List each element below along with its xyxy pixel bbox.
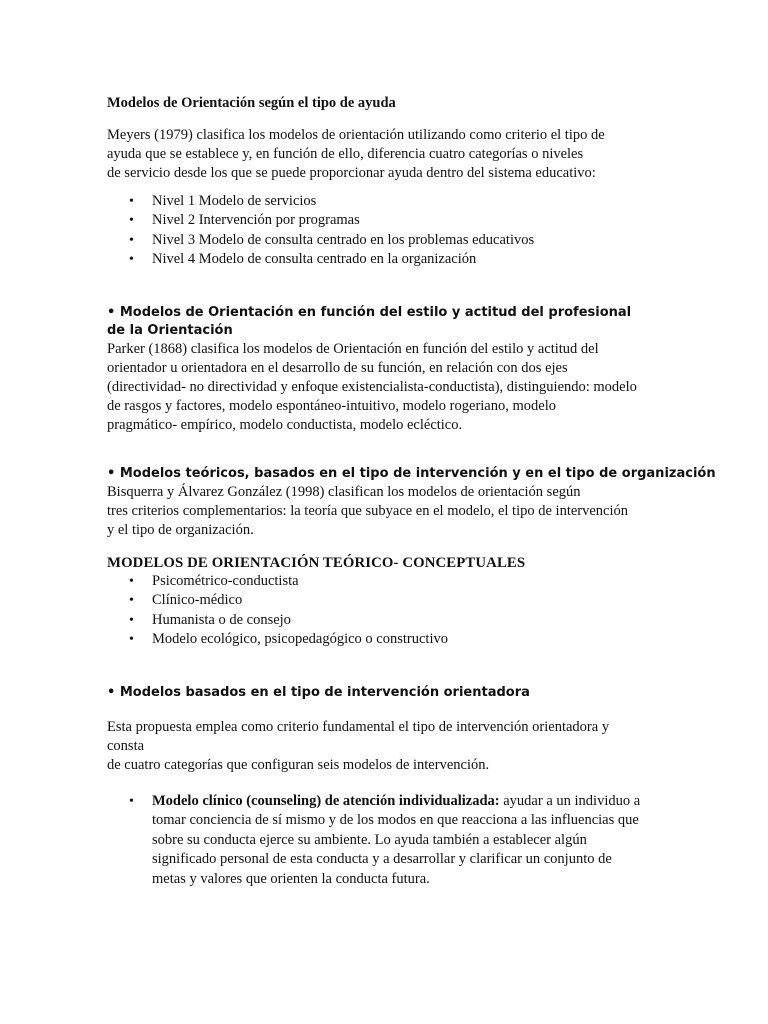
bullet-icon: • [129, 232, 134, 248]
paragraph-line: consta [107, 738, 145, 754]
paragraph-meyers [107, 126, 667, 183]
paragraph-line: de servicio desde los que se puede proporcionar ayuda dentro del sistema educativo: [107, 165, 596, 181]
niveles-list [107, 192, 667, 270]
section-heading-teorico-conceptuales: MODELOS DE ORIENTACIÓN TEÓRICO- CONCEPTUALES [107, 555, 526, 571]
bullet-icon: • [129, 252, 134, 268]
item-bold-label: Modelo clínico (counseling) de atención individualizada: [152, 793, 500, 809]
item-line: sobre su conducta ejerce su ambiente. Lo ayuda también a establecer algún [152, 831, 587, 848]
list-item: • Clínico-médico [107, 591, 667, 610]
list-item: • Nivel 1 Modelo de servicios [107, 192, 667, 211]
paragraph-parker [107, 340, 667, 435]
list-item: • Modelo clínico (counseling) de atención individualizada: ayudar a un individuo a tomar conciencia de sí mismo y de los modos en que reacciona a las influencias que sobre su conducta ejerce su ambiente. Lo ayuda también a establecer algún significado personal de esta conducta y a desarrollar y clarificar un conjunto de metas y valores que orienten la conducta futura. [107, 792, 667, 889]
item-line: metas y valores que orienten la conducta futura. [152, 870, 430, 887]
paragraph-line: orientador u orientadora en el desarrollo de su función, en relación con dos ejes [107, 360, 568, 376]
bullet-icon: • [129, 794, 134, 809]
section-title-tipo-ayuda: Modelos de Orientación según el tipo de ayuda [107, 95, 396, 111]
section-heading-modelos-teoricos: • Modelos teóricos, basados en el tipo de intervención y en el tipo de organización [107, 466, 716, 481]
list-item: • Nivel 4 Modelo de consulta centrado en la organización [107, 250, 667, 269]
modelos-teoricos-list [107, 572, 667, 650]
list-item: • Nivel 3 Modelo de consulta centrado en los problemas educativos [107, 231, 667, 250]
bullet-icon: • [129, 593, 134, 609]
list-item: • Psicométrico-conductista [107, 572, 667, 591]
heading-line: de la Orientación [107, 323, 233, 338]
list-item: • Modelo ecológico, psicopedagógico o constructivo [107, 630, 667, 649]
list-item: • Humanista o de consejo [107, 611, 667, 630]
paragraph-line: de cuatro categorías que configuran seis modelos de intervención. [107, 757, 490, 773]
bullet-icon: • [129, 194, 134, 209]
item-line: tomar conciencia de sí mismo y de los modos en que reacciona a las influencias que [152, 812, 639, 829]
paragraph-line: ayuda que se establece y, en función de ello, diferencia cuatro categorías o niveles [107, 146, 584, 162]
paragraph-line: Bisquerra y Álvarez González (1998) clasifican los modelos de orientación según [107, 484, 581, 500]
paragraph-line: de rasgos y factores, modelo espontáneo-intuitivo, modelo rogeriano, modelo [107, 398, 556, 414]
bullet-icon: • [129, 574, 134, 589]
section-heading-estilo-actitud [107, 304, 667, 340]
heading-line: • Modelos de Orientación en función del estilo y actitud del profesional [107, 305, 632, 320]
paragraph-line: Esta propuesta emplea como criterio fundamental el tipo de intervención orientadora y [107, 719, 610, 735]
paragraph-line: tres criterios complementarios: la teoría que subyace en el modelo, el tipo de intervención [107, 503, 629, 519]
list-item: • Nivel 2 Intervención por programas [107, 211, 667, 230]
section-heading-intervencion-orientadora: • Modelos basados en el tipo de intervención orientadora [107, 685, 530, 700]
bullet-icon: • [129, 612, 134, 628]
item-line: significado personal de esta conducta y a desarrollar y clarificar un conjunto de [152, 851, 612, 868]
bullet-icon: • [129, 213, 134, 229]
paragraph-line: pragmático- empírico, modelo conductista, modelo ecléctico. [107, 417, 463, 433]
paragraph-line: Meyers (1979) clasifica los modelos de orientación utilizando como criterio el tipo de [107, 127, 605, 143]
paragraph-propuesta [107, 718, 667, 775]
paragraph-line: y el tipo de organización. [107, 522, 254, 538]
modelo-clinico-list [107, 792, 667, 889]
paragraph-line: (directividad- no directividad y enfoque existencialista-conductista), distinguiendo: modelo [107, 379, 637, 395]
paragraph-line: Parker (1868) clasifica los modelos de Orientación en función del estilo y actitud del [107, 341, 599, 357]
bullet-icon: • [129, 632, 134, 648]
paragraph-bisquerra [107, 483, 667, 540]
